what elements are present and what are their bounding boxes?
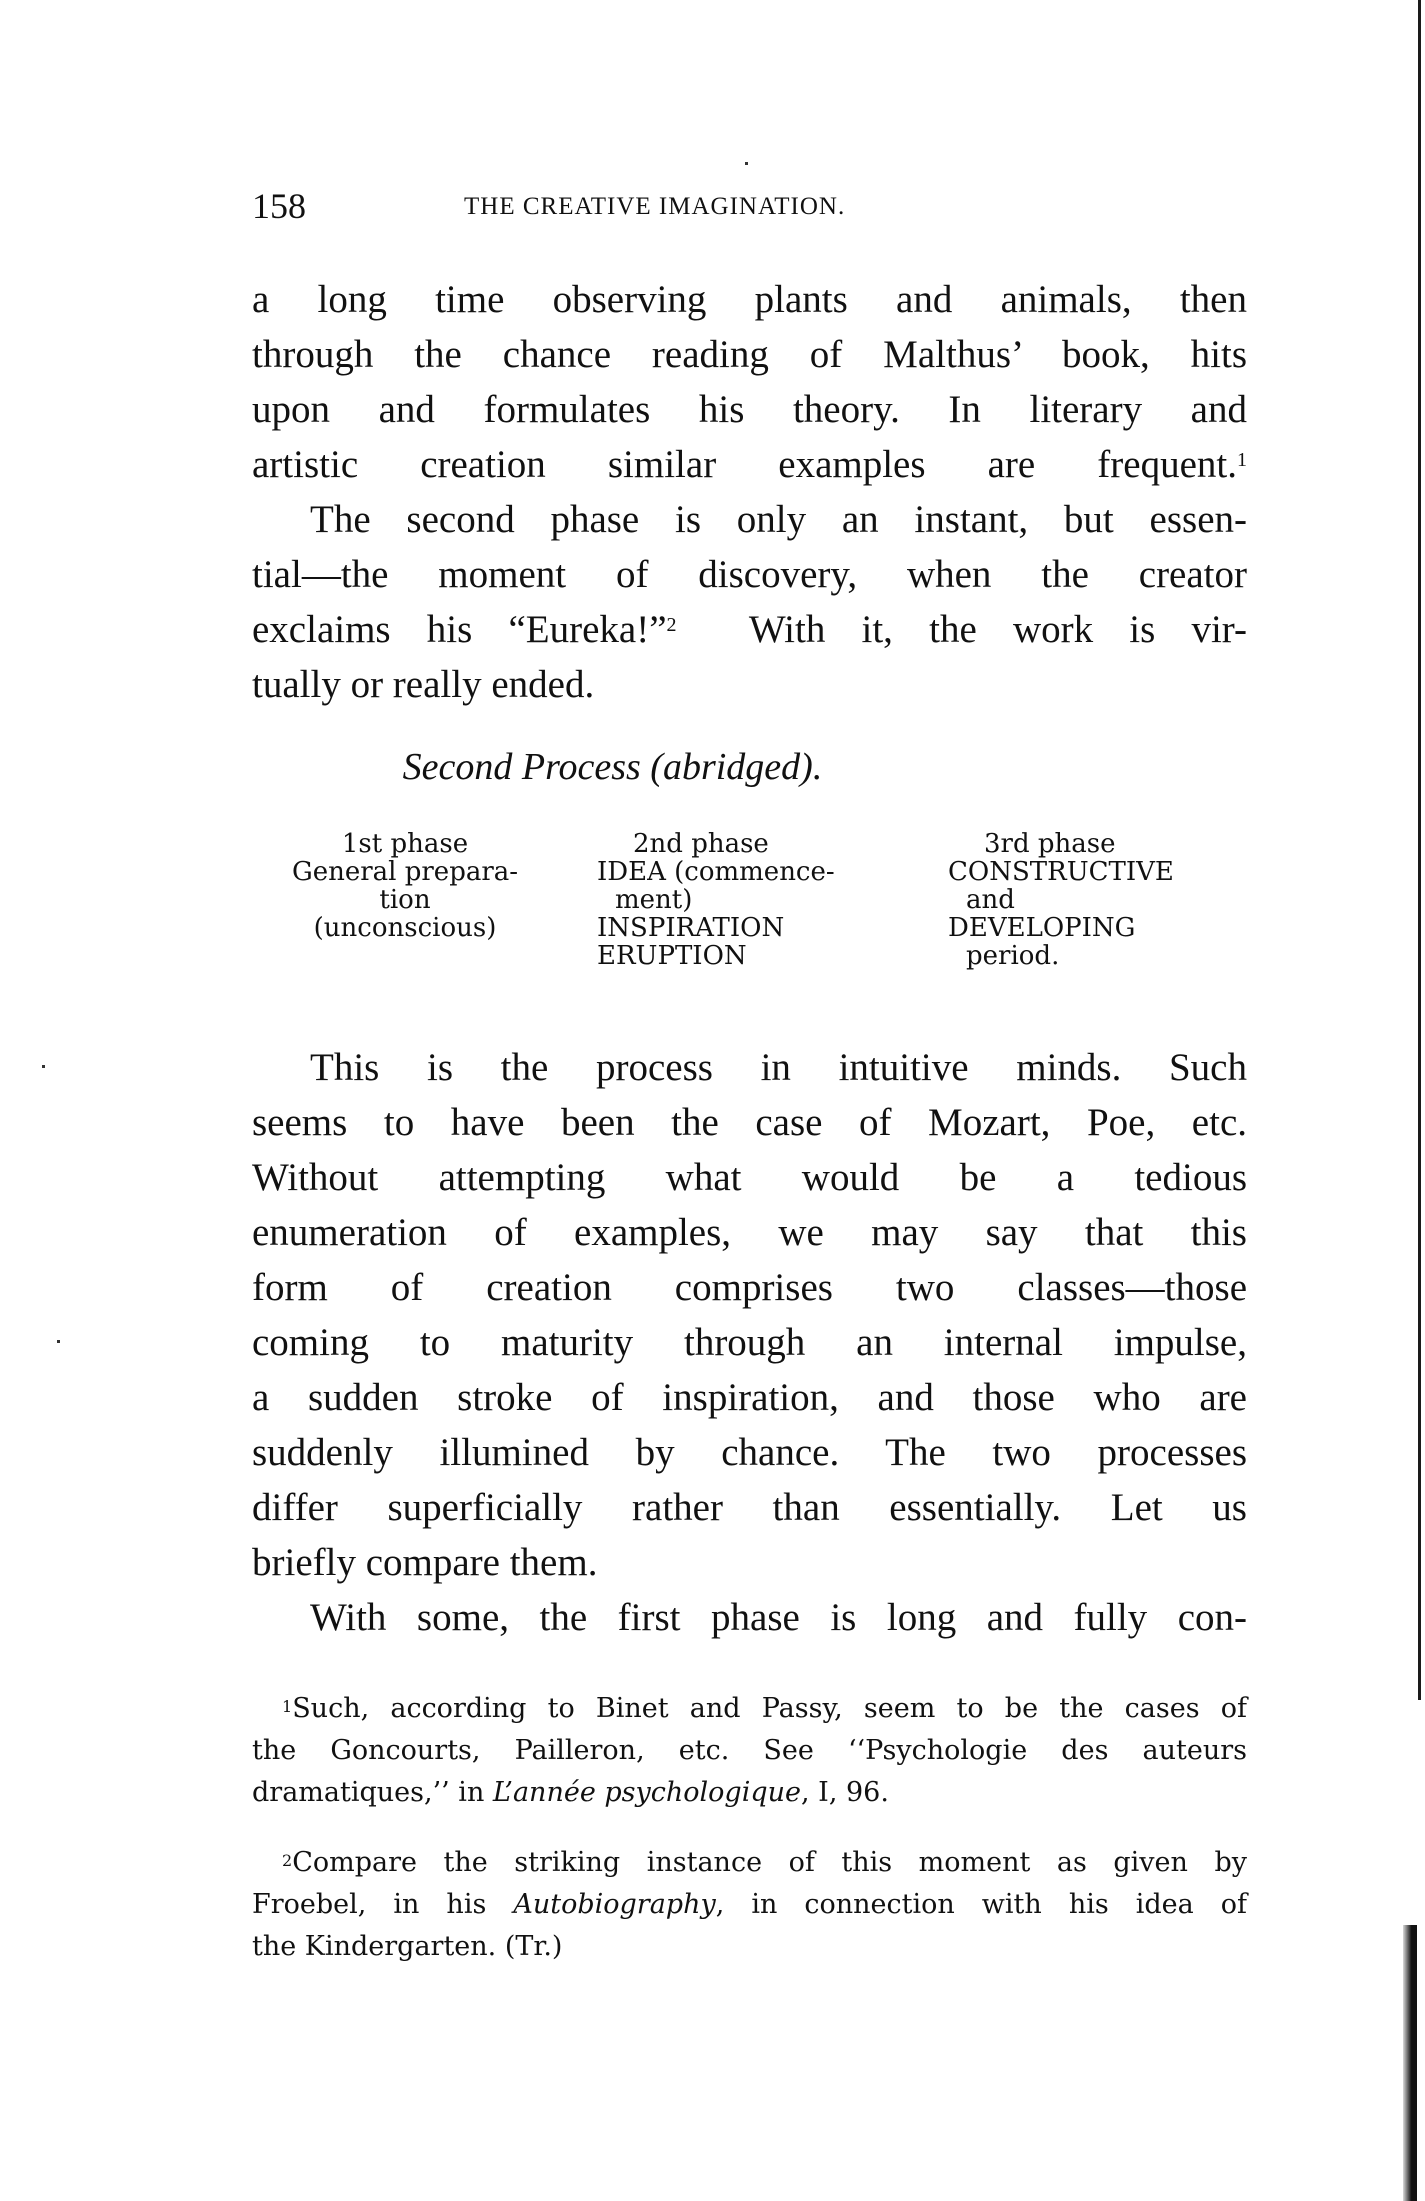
scan-edge-shadow xyxy=(1403,1925,1417,2201)
phase-column-2 xyxy=(597,830,897,970)
footnote-text: Froebel, in his xyxy=(252,1889,514,1920)
text-line: This is the process in intuitive minds. Such xyxy=(310,1046,1247,1089)
phase-cell: IDEA (commence- xyxy=(597,857,835,887)
text-line: through the chance reading of Malthus’ book, hits xyxy=(252,333,1247,376)
text-line-content: artistic creation similar examples are frequent. xyxy=(252,443,1237,486)
page-number: 158 xyxy=(252,186,306,226)
footnote-line: the Kindergarten. (Tr.) xyxy=(252,1931,563,1962)
phase-cell: period. xyxy=(966,941,1060,971)
footnote-1 xyxy=(252,1688,1247,1814)
footnote-line xyxy=(252,1884,1247,1926)
text-line: The second phase is only an instant, but essen- xyxy=(310,498,1247,541)
running-head xyxy=(252,185,1252,225)
footnote-line xyxy=(252,1772,1247,1814)
phase-cell: General prepara- xyxy=(291,857,519,887)
text-line: upon and formulates his theory. In literary and xyxy=(252,388,1247,431)
footnote-line xyxy=(252,1688,1247,1730)
footnote-text: , in connection with his idea of xyxy=(715,1889,1247,1920)
phase-cell: INSPIRATION xyxy=(597,913,785,943)
phase-header: 2nd phase xyxy=(633,829,769,859)
text-line xyxy=(252,437,1247,492)
text-line-content: With it, the work is vir- xyxy=(748,608,1247,651)
text-line: tually or really ended. xyxy=(252,663,595,706)
text-line: a long time observing plants and animals, then xyxy=(252,278,1247,321)
phase-cell: and xyxy=(966,885,1015,915)
scan-speck xyxy=(745,162,748,165)
footnote-line: the Goncourts, Pailleron, etc. See ‘‘Psychologie des auteurs xyxy=(252,1735,1247,1766)
text-line-content: exclaims his “Eureka!” xyxy=(252,608,667,651)
text-line: a sudden stroke of inspiration, and those who are xyxy=(252,1376,1247,1419)
scan-speck xyxy=(42,1065,45,1068)
phase-cell: CONSTRUCTIVE xyxy=(948,857,1174,887)
footnote-book-title: Autobiography xyxy=(513,1889,716,1920)
footnote-2 xyxy=(252,1842,1247,1968)
text-line: Without attempting what would be a tedious xyxy=(252,1156,1247,1199)
text-line xyxy=(252,602,1247,657)
footnote-text: Such, according to Binet and Passy, seem to be the cases of xyxy=(292,1693,1247,1724)
text-line: form of creation comprises two classes—those xyxy=(252,1266,1247,1309)
phase-header: 1st phase xyxy=(341,829,469,859)
footnote-journal-title: L’année psychologique xyxy=(492,1777,801,1808)
text-line: enumeration of examples, we may say that this xyxy=(252,1211,1247,1254)
text-line: With some, the first phase is long and fully con- xyxy=(310,1596,1247,1639)
footnote-line xyxy=(252,1842,1247,1884)
text-line: coming to maturity through an internal impulse, xyxy=(252,1321,1247,1364)
phase-cell: DEVELOPING xyxy=(948,913,1136,943)
phase-cell: ERUPTION xyxy=(597,941,747,971)
body-text-lower xyxy=(252,1040,1247,1645)
footnote-marker: 2 xyxy=(282,1851,293,1870)
body-text-upper xyxy=(252,272,1247,712)
text-line: briefly compare them. xyxy=(252,1541,598,1584)
phase-cell: ment) xyxy=(615,885,693,915)
footnote-ref-2[interactable]: 2 xyxy=(666,614,677,636)
phase-column-3 xyxy=(948,830,1248,970)
footnote-text: , I, 96. xyxy=(801,1777,889,1808)
text-line: differ superficially rather than essentially. Let us xyxy=(252,1486,1247,1529)
scan-edge-line xyxy=(1418,0,1421,1700)
footnote-text: dramatiques,’’ in xyxy=(252,1777,493,1808)
footnote-marker: 1 xyxy=(282,1697,293,1716)
phase-header: 3rd phase xyxy=(984,829,1116,859)
phase-cell: (unconscious) xyxy=(313,913,497,943)
text-line: seems to have been the case of Mozart, Poe, etc. xyxy=(252,1101,1247,1144)
text-line: tial—the moment of discovery, when the creator xyxy=(252,553,1247,596)
scan-speck xyxy=(57,1340,60,1343)
footnotes xyxy=(252,1688,1247,1996)
footnote-text: Compare the striking instance of this moment as given by xyxy=(292,1847,1247,1878)
running-head-title: THE CREATIVE IMAGINATION. xyxy=(464,193,846,220)
phase-cell: tion xyxy=(379,885,431,915)
table-caption: Second Process (abridged). xyxy=(402,746,823,788)
text-line: suddenly illumined by chance. The two processes xyxy=(252,1431,1247,1474)
footnote-ref-1[interactable]: 1 xyxy=(1237,449,1247,471)
phase-column-1 xyxy=(260,830,550,942)
